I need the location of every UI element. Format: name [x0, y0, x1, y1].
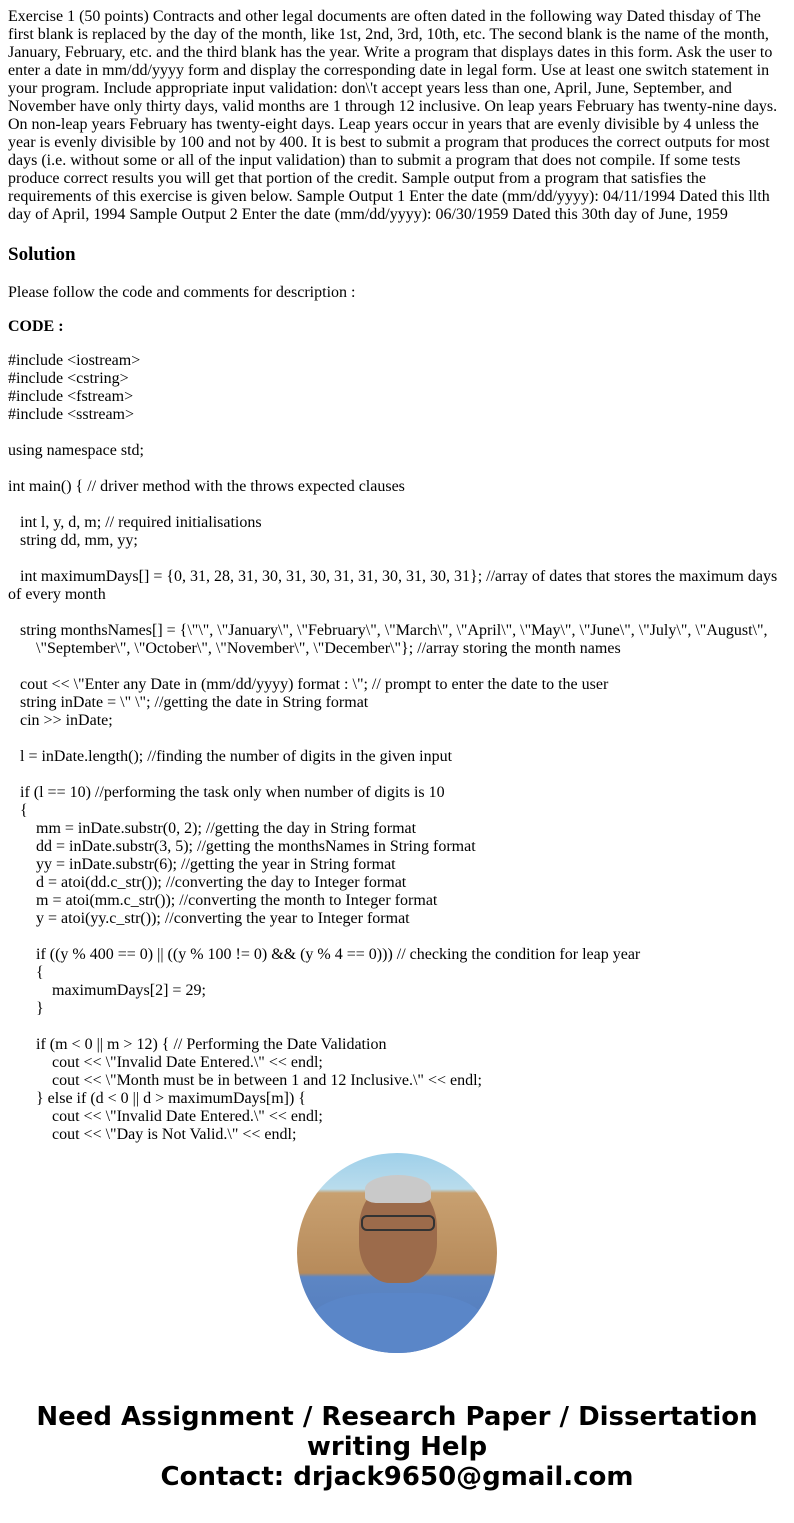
code-line: cout << \"Invalid Date Entered.\" << endl; — [52, 1108, 323, 1125]
code-line — [8, 730, 786, 748]
code-line: yy = inDate.substr(6); //getting the year in String format — [36, 856, 396, 873]
solution-heading: Solution — [8, 244, 76, 265]
code-label-text: CODE : — [8, 318, 64, 335]
photo-shirt — [307, 1293, 487, 1353]
code-line: if (l == 10) //performing the task only when number of digits is 10 — [20, 784, 445, 801]
code-line: l = inDate.length(); //finding the number of digits in the given input — [20, 748, 453, 765]
code-line: using namespace std; — [8, 442, 144, 459]
code-line: #include <sstream> — [8, 406, 135, 423]
code-line: int main() { // driver method with the throws expected clauses — [8, 478, 405, 495]
code-line: cout << \"Day is Not Valid.\" << endl; — [52, 1126, 297, 1143]
code-line: y = atoi(yy.c_str()); //converting the year to Integer format — [36, 910, 410, 927]
code-line: \"September\", \"October\", \"November\", \"December\"}; //array storing the month names — [36, 640, 621, 657]
code-line — [8, 604, 786, 622]
code-line: if (m < 0 || m > 12) { // Performing the Date Validation — [36, 1036, 387, 1053]
code-line: string dd, mm, yy; — [20, 532, 138, 549]
photo-hair — [365, 1175, 431, 1203]
code-line — [8, 766, 786, 784]
code-line: { — [20, 802, 28, 819]
code-line: string monthsNames[] = {\"\", \"January\", \"February\", \"March\", \"April\", \"May\", \"June\", \"July\", \"August\", — [20, 622, 768, 639]
code-line: cout << \"Invalid Date Entered.\" << endl; — [52, 1054, 323, 1071]
photo-glasses — [361, 1215, 435, 1231]
code-block — [8, 352, 786, 1144]
code-line: cin >> inDate; — [20, 712, 113, 729]
code-line: cout << \"Month must be in between 1 and 12 Inclusive.\" << endl; — [52, 1072, 482, 1089]
contact-banner — [0, 1402, 794, 1492]
exercise-question: Exercise 1 (50 points) Contracts and other legal documents are often dated in the following way Dated thisday of The first blank is replaced by the day of the month, like 1st, 2nd, 3rd, 10th, etc. The second blank is the name of the month, January, February, etc. and the third blank has the year. Write a program that displays dates in this form. Ask the user to enter a date in mm/dd/yyyy form and display the corresponding date in legal form. Use at least one switch statement in your program. Include appropriate input validation: don\'t accept years less than one, April, June, September, and November have only thirty days, valid months are 1 through 12 inclusive. On leap years February has twenty-nine days. On non-leap years February has twenty-eight days. Leap years occur in years that are evenly divisible by 4 unless the year is evenly divisible by 100 and not by 400. It is best to submit a program that produces the correct outputs for most days (i.e. without some or all of the input validation) than to submit a program that does not compile. If some tests produce correct results you will get that portion of the credit. Sample output from a program that satisfies the requirements of this exercise is given below. Sample Output 1 Enter the date (mm/dd/yyyy): 04/11/1994 Dated this llth day of April, 1994 Sample Output 2 Enter the date (mm/dd/yyyy): 06/30/1959 Dated this 30th day of June, 1959 — [8, 8, 778, 223]
code-line: if ((y % 400 == 0) || ((y % 100 != 0) && (y % 4 == 0))) // checking the condition for leap year — [36, 946, 641, 963]
code-line: dd = inDate.substr(3, 5); //getting the monthsNames in String format — [36, 838, 476, 855]
code-line: string inDate = \" \"; //getting the date in String format — [20, 694, 369, 711]
code-line: maximumDays[2] = 29; — [52, 982, 206, 999]
code-line — [8, 424, 786, 442]
banner-line-2: writing Help — [306, 1432, 488, 1462]
code-line: #include <iostream> — [8, 352, 141, 369]
code-line: d = atoi(dd.c_str()); //converting the day to Integer format — [36, 874, 407, 891]
banner-line-3: Contact: drjack9650@gmail.com — [160, 1462, 634, 1492]
code-line — [8, 550, 786, 568]
code-line: cout << \"Enter any Date in (mm/dd/yyyy) format : \"; // prompt to enter the date to the user — [20, 676, 609, 693]
code-line: { — [36, 964, 44, 981]
code-line: } else if (d < 0 || d > maximumDays[m]) { — [36, 1090, 306, 1107]
author-photo — [297, 1153, 497, 1353]
code-line: int maximumDays[] = {0, 31, 28, 31, 30, 31, 30, 31, 31, 30, 31, 30, 31}; //array of dates that stores the maximum days of every month — [8, 568, 778, 603]
code-label — [8, 318, 786, 336]
code-line: mm = inDate.substr(0, 2); //getting the day in String format — [36, 820, 417, 837]
solution-intro: Please follow the code and comments for description : — [8, 284, 356, 301]
code-line — [8, 496, 786, 514]
code-line — [8, 460, 786, 478]
code-line: int l, y, d, m; // required initialisations — [20, 514, 262, 531]
code-line — [8, 1018, 786, 1036]
code-line: m = atoi(mm.c_str()); //converting the month to Integer format — [36, 892, 438, 909]
banner-line-1: Need Assignment / Research Paper / Dissertation — [36, 1402, 758, 1432]
code-line: } — [36, 1000, 44, 1017]
code-line — [8, 658, 786, 676]
code-line — [8, 928, 786, 946]
code-line: #include <cstring> — [8, 370, 129, 387]
code-line: #include <fstream> — [8, 388, 134, 405]
